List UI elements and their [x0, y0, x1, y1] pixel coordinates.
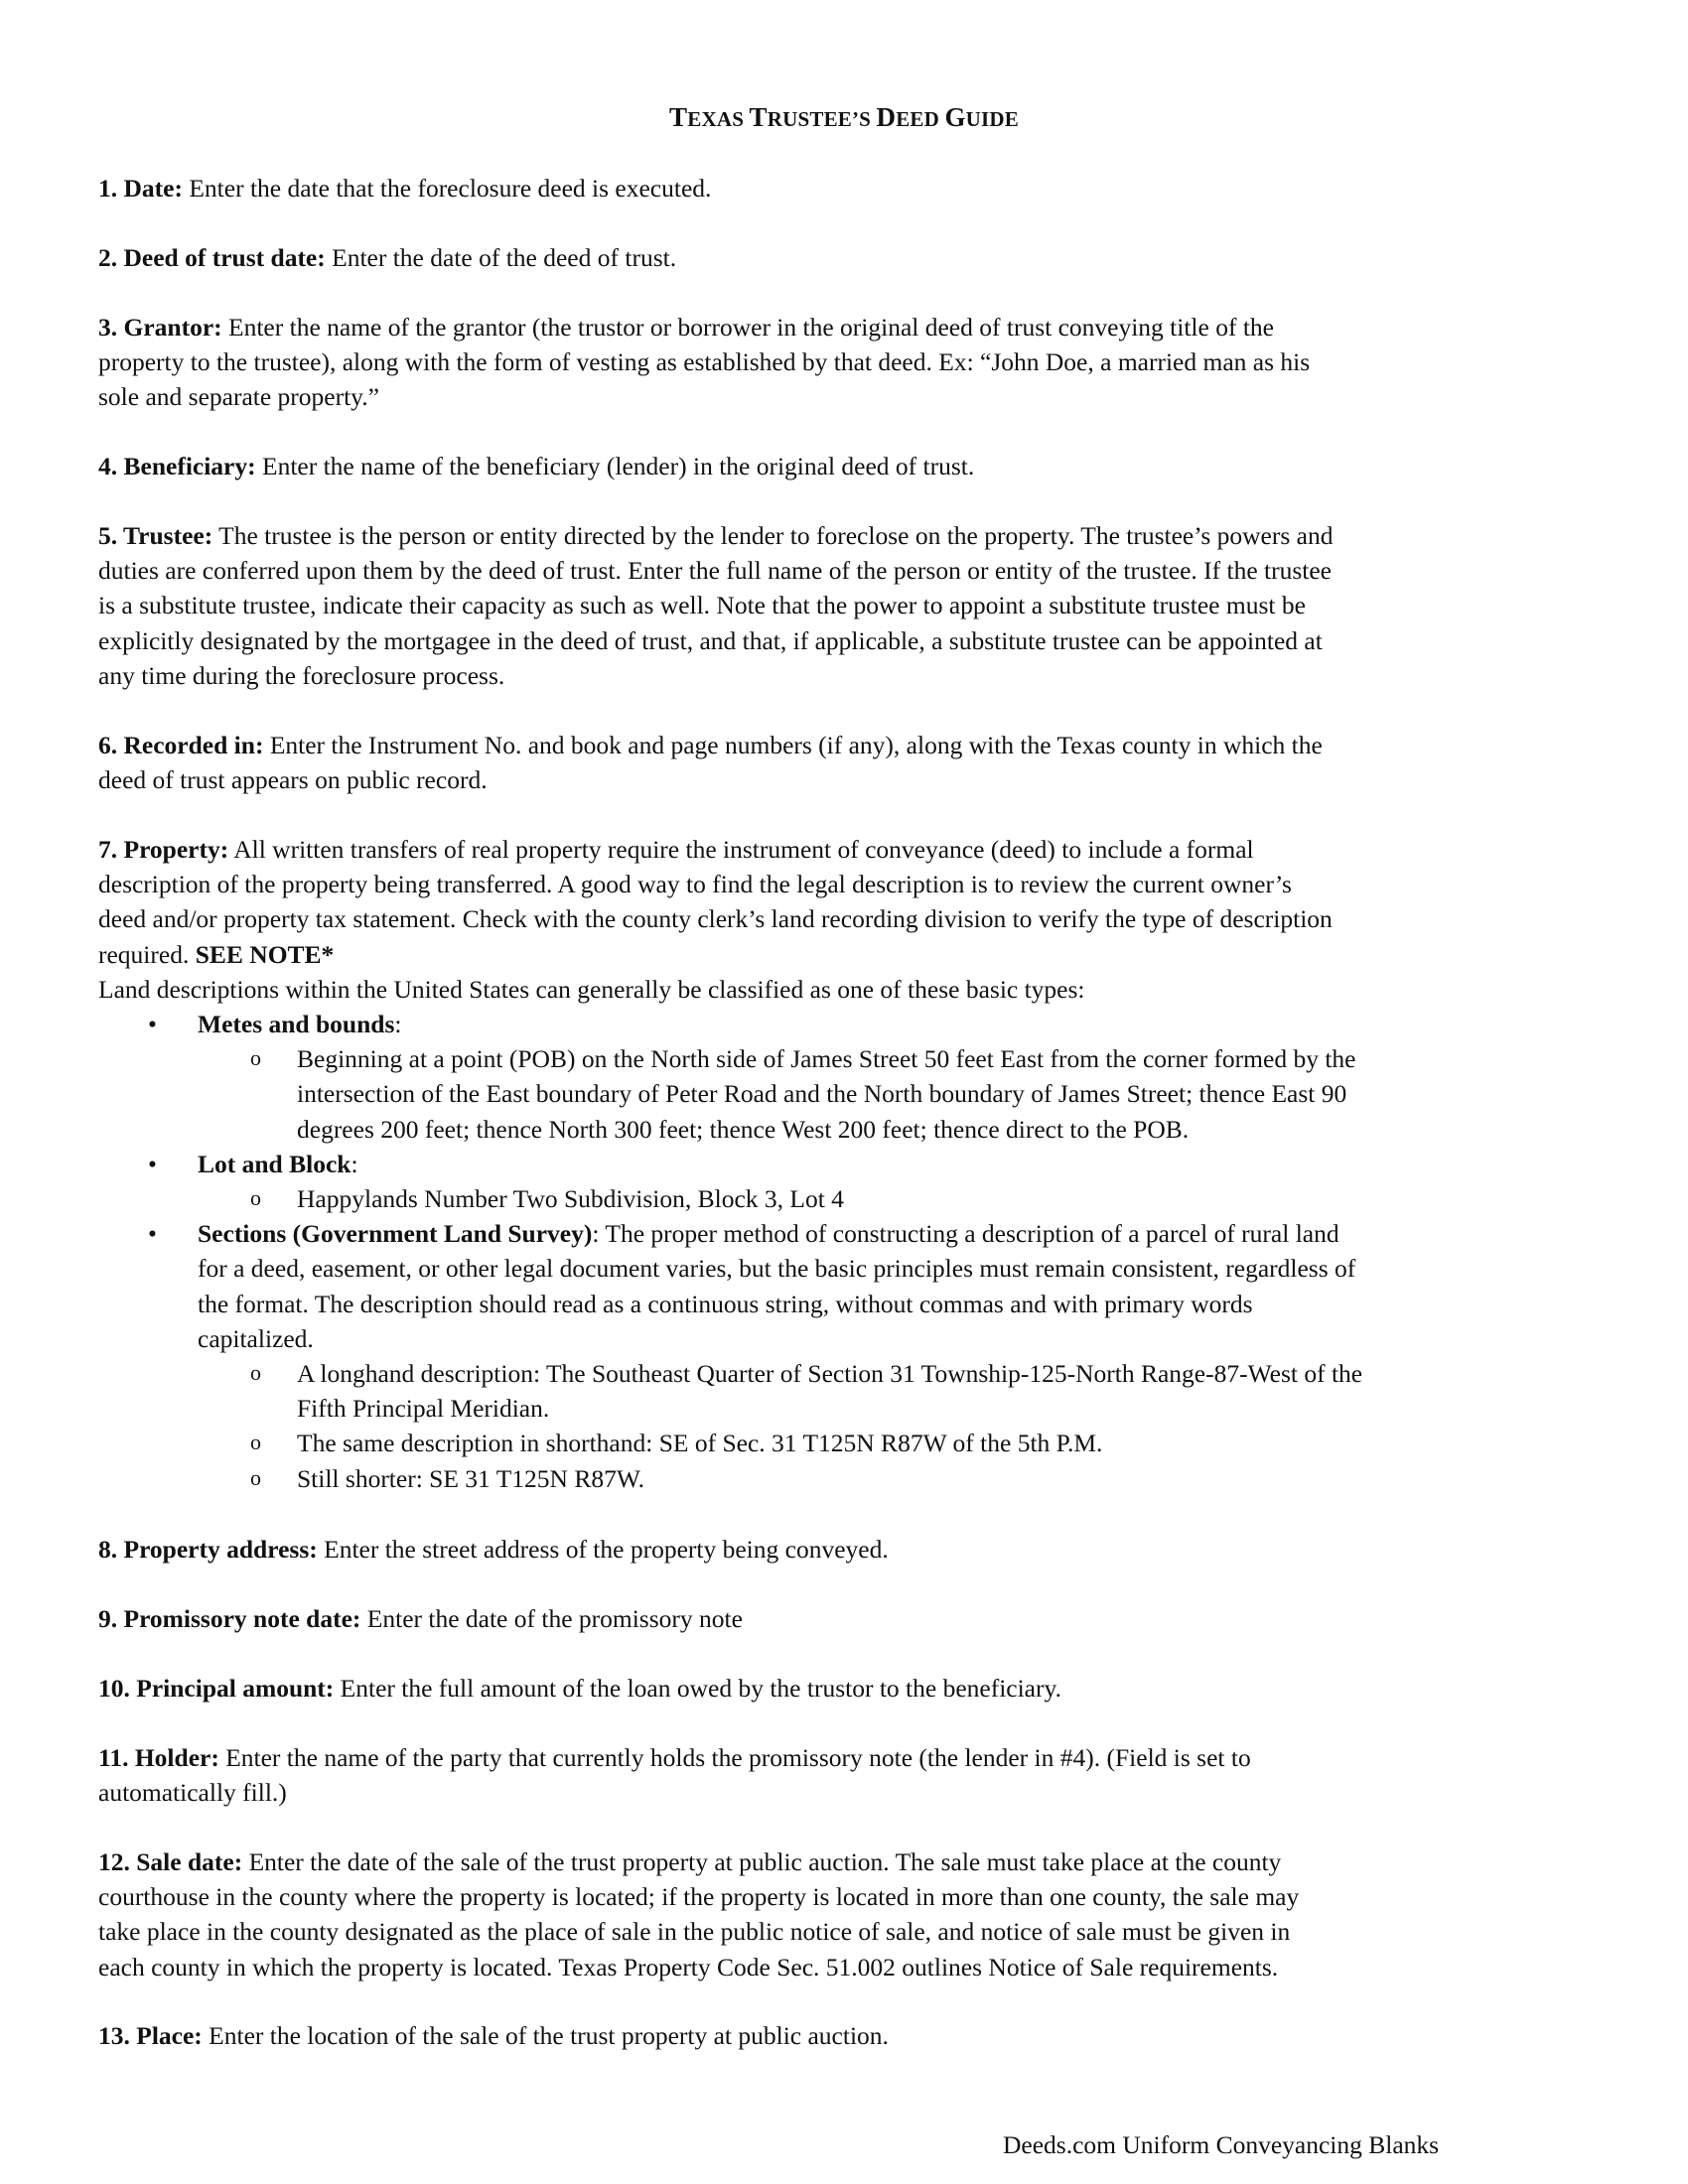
land-types-intro: Land descriptions within the United States can generally be classified as one of these basic types: [98, 974, 1085, 1004]
item-recorded-in: 6. Recorded in: Enter the Instrument No. and book and page numbers (if any), along with the Texas county in which the deed of trust appears on public record. [98, 731, 1323, 795]
item-label: 6. Recorded in: [98, 731, 264, 759]
item-label: 9. Promissory note date: [98, 1604, 361, 1633]
item-text: Enter the name of the beneficiary (lender) in the original deed of trust. [255, 452, 975, 480]
item-property-address [98, 1532, 1598, 1567]
page-footer: Deeds.com Uniform Conveyancing Blanks [1003, 2130, 1440, 2159]
item-text: Enter the full amount of the loan owed by the trustor to the beneficiary. [334, 1674, 1061, 1703]
see-note: SEE NOTE* [195, 939, 335, 969]
item-text: Enter the date of the promissory note [360, 1604, 743, 1633]
item-beneficiary [98, 449, 1598, 483]
item-principal-amount [98, 1671, 1598, 1706]
item-text: Enter the date that the foreclosure deed is executed. [182, 174, 712, 203]
land-description-types [98, 1007, 1598, 1496]
type-sections: • Sections (Government Land Survey): The proper method of constructing a description of a parcel of rural land for a deed, easement, or other legal document varies, but the basic principles must remain consistent, regardless of the format. The description should read as a continuous string, without commas and with primary words capitalized. o A longhand description: The Southeast Quarter of Section 31 Township-125-North Range-87-West of the Fifth Principal Meridian. o The same description in shorthand: SE of Sec. 31 T125N R87W of the 5th P.M. o Still shorter: SE 31 T125N R87W. [98, 1216, 1598, 1496]
document-title: TEXAS TRUSTEE’S DEED GUIDE [669, 102, 1019, 132]
item-text: Enter the street address of the property being conveyed. [317, 1535, 889, 1564]
item-promissory-note-date [98, 1601, 1598, 1636]
metes-example: o Beginning at a point (POB) on the North side of James Street 50 feet East from the corner formed by the intersection of the East boundary of Peter Road and the North boundary of James Street; thence East 90 degrees 200 feet; thence North 300 feet; thence West 200 feet; thence direct to the POB. [198, 1041, 1598, 1147]
item-sale-date: 12. Sale date: Enter the date of the sale of the trust property at public auction. The sale must take place at the county courthouse in the county where the property is located; if the property is located in more than one county, the sale may take place in the county designated as the place of sale in the public notice of sale, and notice of sale must be given in each county in which the property is located. Texas Property Code Sec. 51.002 outlines Notice of Sale requirements. [98, 1847, 1300, 1981]
item-property: 7. Property: All written transfers of real property require the instrument of conveyance (deed) to include a formal description of the property being transferred. A good way to find the legal description is to review the current owner’s deed and/or property tax statement. Check with the county clerk’s land recording division to verify the type of description required. SEE NOTE* Land descriptions within the United States can generally be classified as one of these basic types: • Metes and bounds: o Beginning at a point (POB) on the North side of James Street 50 feet East from the corner formed by the intersection of the East boundary of Peter Road and the North boundary of James Street; thence East 90 degrees 200 feet; thence North 300 feet; thence West 200 feet; thence direct to the POB. • Lot and Block: o Happylands Number Two Subdivision, Block 3, Lot 4 • Sections (Government Land Survey): The proper method of constructing a description of a parcel of rural land for a deed, easement, or other legal document varies, but the basic principles must remain consistent, regardless of the format. The description should read as a continuous string, without commas and with primary words capitalized. o A longhand description: The Southeast Quarter of Section 31 Township-125-North Range-87-West of the Fifth Principal Meridian. o The same description in shorthand: SE of Sec. 31 T125N R87W of the 5th P.M. o Still shorter: SE 31 T125N R87W. [98, 832, 1598, 1496]
type-metes-and-bounds: • Metes and bounds: o Beginning at a point (POB) on the North side of James Street 50 feet East from the corner formed by the intersection of the East boundary of Peter Road and the North boundary of James Street; thence East 90 degrees 200 feet; thence North 300 feet; thence West 200 feet; thence direct to the POB. [98, 1007, 1598, 1147]
item-label: 5. Trustee: [98, 521, 213, 550]
item-label: 10. Principal amount: [98, 1674, 335, 1703]
sections-shorthand: o The same description in shorthand: SE of Sec. 31 T125N R87W of the 5th P.M. [198, 1426, 1598, 1460]
item-trustee: 5. Trustee: The trustee is the person or entity directed by the lender to foreclose on the property. The trustee’s powers and duties are conferred upon them by the deed of trust. Enter the full name of the person or entity of the trustee. If the trustee is a substitute trustee, indicate their capacity as such as well. Note that the power to appoint a substitute trustee must be explicitly designated by the mortgagee in the deed of trust, and that, if applicable, a substitute trustee can be appointed at any time during the foreclosure process. [98, 521, 1334, 690]
item-label: 4. Beneficiary: [98, 452, 256, 480]
item-label: 7. Property: [98, 835, 229, 864]
item-grantor: 3. Grantor: Enter the name of the grantor (the trustor or borrower in the original deed of trust conveying title of the property to the trustee), along with the form of vesting as established by that deed. Ex: “John Doe, a married man as his sole and separate property.” [98, 313, 1311, 412]
item-date [98, 171, 1598, 205]
item-text: Enter the date of the deed of trust. [325, 243, 677, 272]
item-holder: 11. Holder: Enter the name of the party that currently holds the promissory note (the lender in #4). (Field is set to automatically fill.) [98, 1743, 1251, 1808]
sections-shorter: o Still shorter: SE 31 T125N R87W. [198, 1461, 1598, 1496]
item-label: 2. Deed of trust date: [98, 243, 326, 272]
item-label: 11. Holder: [98, 1743, 219, 1772]
item-deed-of-trust-date [98, 240, 1598, 275]
item-label: 13. Place: [98, 2021, 203, 2050]
item-label: 8. Property address: [98, 1535, 318, 1564]
type-lot-and-block: • Lot and Block: o Happylands Number Two Subdivision, Block 3, Lot 4 [98, 1147, 1598, 1216]
sections-longhand: o A longhand description: The Southeast Quarter of Section 31 Township-125-North Range-87-West of the Fifth Principal Meridian. [198, 1356, 1598, 1426]
item-place [98, 2018, 1598, 2053]
item-text: Enter the location of the sale of the trust property at public auction. [202, 2021, 889, 2050]
item-label: 12. Sale date: [98, 1847, 243, 1876]
item-label: 3. Grantor: [98, 313, 222, 341]
item-label: 1. Date: [98, 174, 183, 203]
lot-example: o Happylands Number Two Subdivision, Block 3, Lot 4 [198, 1181, 1598, 1216]
